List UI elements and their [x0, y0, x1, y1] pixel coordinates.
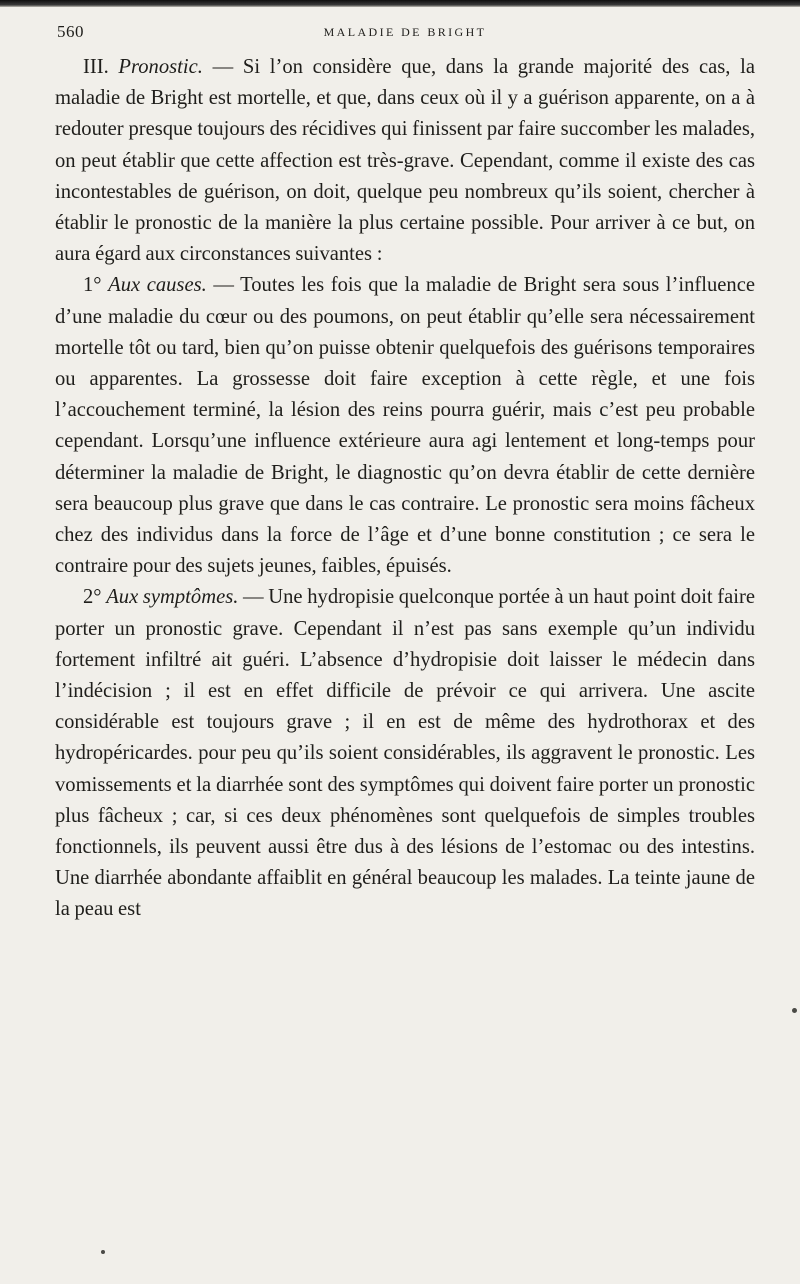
paragraph-symptomes [55, 582, 755, 925]
section-number: 2° [83, 586, 107, 609]
page-number: 560 [57, 22, 84, 41]
paragraph-causes [55, 270, 755, 582]
running-head-title: MALADIE DE BRIGHT [323, 25, 487, 39]
section-heading: Pronostic. [118, 56, 203, 78]
section-body: — Une hydropisie quelconque portée à un haut point doit faire porter un pronostic grave. Cependant il n’est pas sans exemple qu’un individu fortement infiltré ait guéri. L’absence d’hydropisie doit laisser le médecin dans l’indécision ; il est en effet difficile de prévoir ce qui arrivera. Une ascite considérable est toujours grave ; il en est de même des hydrothorax et des hydropéricardes. pour peu qu’ils soient considérables, ils aggravent le pronostic. Les vomissements et la diarrhée sont des symptômes qui doivent faire porter un pronostic plus fâcheux ; car, si ces deux phénomènes sont quelquefois de simples troubles fonctionnels, ils peuvent aussi être dus à des lésions de l’estomac ou des intestins. Une diarrhée abondante affaiblit en général beaucoup les malades. La teinte jaune de la peau est [55, 586, 756, 921]
section-heading: Aux causes. [108, 274, 207, 297]
running-head [55, 22, 755, 52]
section-body: — Toutes les fois que la maladie de Bright sera sous l’influence d’une maladie du cœur ou des poumons, on peut établir qu’elle sera nécessairement mortelle tôt ou tard, bien qu’on puisse obtenir quelquefois des guérisons temporaires ou apparentes. La grossesse doit faire exception à cette règle, et une fois l’accouchement terminé, la lésion des reins pourra guérir, mais c’est peu probable cependant. Lorsqu’une influence extérieure aura agi lentement et long-temps pour déterminer la maladie de Bright, le diagnostic qu’on devra établir de cette dernière sera beaucoup plus grave que dans le cas contraire. Le pronostic sera moins fâcheux chez des individus dans la force de l’âge et d’une bonne constitution ; ce sera le contraire pour des sujets jeunes, faibles, épuisés. [55, 274, 755, 578]
section-number: 1° [83, 274, 109, 297]
paragraph-pronostic [55, 52, 755, 270]
section-number: III. [83, 56, 119, 78]
section-body: — Si l’on considère que, dans la grande majorité des cas, la maladie de Bright est mortelle, et que, dans ceux où il y a guérison apparente, on a à redouter presque toujours des récidives qui finissent par faire succomber les malades, on peut établir que cette affection est très-grave. Cependant, comme il existe des cas incontestables de guérison, on doit, quelque peu nombreux qu’ils soient, chercher à établir le pronostic de la manière la plus certaine possible. Pour arriver à ce but, on aura égard aux circonstances suivantes : [55, 56, 755, 266]
book-page [55, 22, 755, 926]
paper-speck [101, 1250, 105, 1254]
paper-speck [792, 1008, 797, 1013]
page-top-edge [0, 0, 800, 7]
section-heading: Aux symptômes. [106, 586, 239, 609]
